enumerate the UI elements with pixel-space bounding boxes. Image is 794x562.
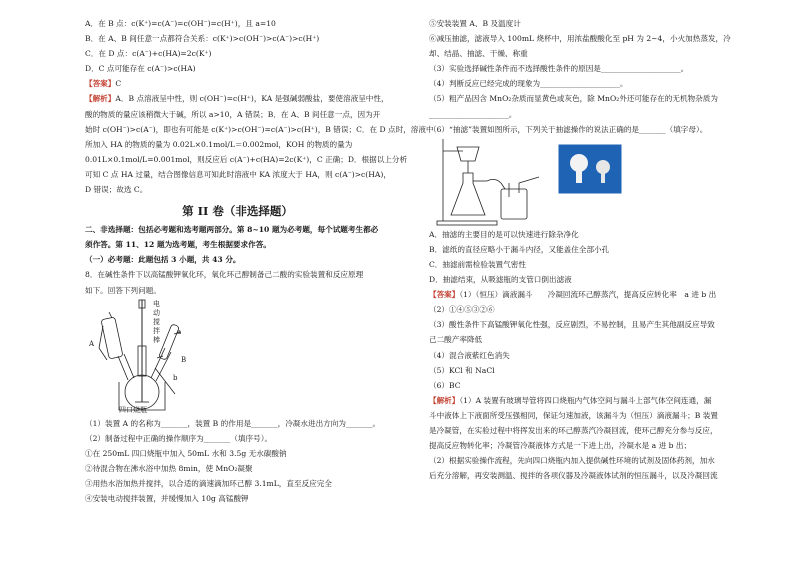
answer-tag: 【答案】: [429, 290, 460, 300]
question-line: （4）判断反应已经完成的现象为_____________________。: [429, 79, 628, 89]
label-a: A: [89, 339, 95, 348]
question-line: ②待混合物在沸水浴中加热 8min，使 MnO₂凝聚: [85, 463, 253, 473]
analysis-line: 始时 c(OH⁻)>c(A⁻)，即也有可能是 c(K⁺)>c(OH⁻)=c(A⁻)>c(H⁺)，B 错误；C．在 D 点时，溶液中: [85, 124, 434, 134]
question-line: ④安装电动搅拌装置，并缓慢加入 10g 高锰酸钾: [85, 494, 249, 504]
answer-line: （3）酸性条件下高锰酸钾氧化性强，反应剧烈，不易控制，且易产生其他副反应导致: [429, 320, 715, 330]
step-line: ⑤安装装置 A、B 及温度计: [429, 19, 521, 28]
step-line: ⑥减压抽滤，滤液导入 100mL 烧杯中，用浓盐酸酸化至 pH 为 2~4，小火加热蒸发，冷: [429, 34, 731, 44]
instruction-line: 二、非选择题：包括必考题和选考题两部分。第 8~10 题为必考题，每个试题考生都必: [85, 225, 379, 235]
analysis-line: 【解析】A．B 点溶液呈中性，则 c(OH⁻)=c(H⁺)，KA 是强碱弱酸盐，要使溶液呈中性，: [85, 94, 389, 104]
choice-line: B．滤纸的直径应略小于漏斗内径，又能盖住全部小孔: [429, 244, 610, 254]
analysis-line: 0.01L×0.1mol/L=0.001mol，则反应后 c(A⁻)+c(HA)=2c(K⁺)，C 正确；D．根据以上分析: [85, 154, 408, 164]
analysis-tag: 【解析】: [429, 395, 460, 405]
analysis-line: 可知 C 点 HA 过量，结合图像信息可知此时溶液中 KA 浓度大于 HA，则 c(A⁻)>c(HA)，: [85, 169, 391, 179]
analysis-line: 斗中液体上下液面所受压强相同，保证匀速加液，该漏斗为（恒压）滴液漏斗；B 装置: [429, 410, 718, 420]
analysis-line: 后充分溶解，再安装测温、搅拌的各项仪器及冷凝液体试剂的恒压漏斗，以及冷凝回流: [429, 471, 718, 481]
answer-line: （4）混合液紫红色消失: [429, 350, 510, 360]
option-a: A．在 B 点：c(K⁺)=c(A⁻)=c(OH⁻)=c(H⁺)，且 a=10: [85, 19, 276, 28]
question-line: （1）装置 A 的名称为_______，装置 B 的作用是_______，冷凝水进出方向为_______。: [85, 418, 381, 428]
answer-line: 【答案】（1）（恒压）滴液漏斗 冷凝回流环己醇蒸汽，提高反应转化率 a 进 b 出: [429, 290, 717, 300]
q8-line: 8．在碱性条件下以高锰酸钾氧化环，氧化环己醇制备己二酸的实验装置和反应原理: [85, 270, 364, 280]
analysis-line: D 错误；故选 C。: [85, 185, 148, 195]
step-line: 却、结晶、抽滤、干燥、称重: [429, 49, 528, 59]
suction-filter-figure: [429, 137, 747, 227]
section-title: 第 II 卷（非选择题）: [182, 204, 293, 219]
option-c: C．在 D 点：c(A⁻)+c(HA)=2c(K⁺): [85, 49, 212, 59]
question-line: _____________________。: [429, 109, 517, 119]
analysis-tag: 【解析】: [85, 94, 116, 104]
analysis-line: （2）根据实验操作流程，先向四口烧瓶内加入提供碱性环境的试剂及固体药剂，加水: [429, 456, 715, 466]
left-column: [85, 16, 434, 506]
suction-filter-drawing: [429, 137, 629, 227]
instruction-line: （一）必考题：此题包括 3 小题，共 43 分。: [85, 255, 241, 265]
answer-line: （2）①④⑤③②⑥: [429, 305, 495, 315]
answer-value: C: [115, 79, 122, 89]
choice-line: D．抽滤结束，从吸滤瓶的支管口倒出滤液: [429, 275, 572, 285]
choice-line: C．抽滤前需检验装置气密性: [429, 259, 526, 269]
question-line: ③用热水浴加热并搅拌，以合适的滴速滴加环己醇 3.1mL，直至反应完全: [85, 478, 332, 488]
q8-line: 如下。回答下列问题。: [85, 285, 161, 295]
analysis-line: 所加入 HA 的物质的量为 0.02L×0.1mol/L＝0.002mol，KOH 的物质的量为: [85, 139, 353, 149]
funnel-photo: [559, 145, 621, 193]
option-b: B．在 A、B 间任意一点都符合关系：c(K⁺)>c(OH⁻)>c(A⁻)>c(H⁺): [85, 34, 320, 44]
answer-tag: 【答案】: [85, 79, 116, 89]
apparatus-figure: [85, 298, 390, 416]
label-flask: 四口烧瓶: [119, 405, 147, 414]
analysis-line: 酸的物质的量应该稍微大于碱，所以 a>10，A 错误；B．在 A、B 间任意一点，因为开: [85, 109, 381, 119]
question-line: （6）“抽滤”装置如图所示，下列关于抽滤操作的说法正确的是_______（填字母）。: [429, 124, 708, 134]
question-line: ①在 250mL 四口烧瓶中加入 50mL 水和 3.5g 无水碳酸钠: [85, 448, 287, 458]
label-stirrer: 电动搅拌棒: [153, 299, 160, 344]
analysis-line: 是冷凝管，在实验过程中将挥发出来的环己醇蒸汽冷凝回流，使环己醇充分参与反应，: [429, 425, 718, 435]
answer-line: （6）BC: [429, 380, 461, 390]
question-line: （2）制备过程中正确的操作顺序为_______（填序号）。: [85, 433, 273, 443]
label-port-a: a: [177, 327, 182, 336]
choice-line: A．抽滤的主要目的是可以快速进行除杂净化: [429, 229, 579, 239]
answer-line: （5）KCl 和 NaCl: [429, 365, 495, 375]
label-b: B: [181, 355, 187, 364]
question-line: （5）粗产品因含 MnO₂杂质而显黄色或灰色，除 MnO₂外还可能存在的无机物杂质为: [429, 94, 718, 104]
question-line: （3）实验选择碱性条件而不选择酸性条件的原因是_____________________。: [429, 64, 689, 74]
label-port-b: b: [173, 373, 178, 382]
answer-line: 己二酸产率降低: [429, 335, 483, 345]
option-d: D．C 点可能存在 c(A⁻)>c(HA): [85, 64, 196, 74]
analysis-line: 提高反应物转化率；冷凝管冷凝液体方式是一下进上出，冷凝水是 a 进 b 出；: [429, 441, 692, 451]
instruction-line: 须作答。第 11、12 题为选考题，考生根据要求作答。: [85, 240, 271, 250]
answer-line: [85, 76, 390, 91]
analysis-line: 【解析】（1）A 装置有玻璃导管将四口烧瓶内气体空间与漏斗上部气体空间连通，漏: [429, 395, 712, 405]
right-column: [429, 16, 747, 483]
